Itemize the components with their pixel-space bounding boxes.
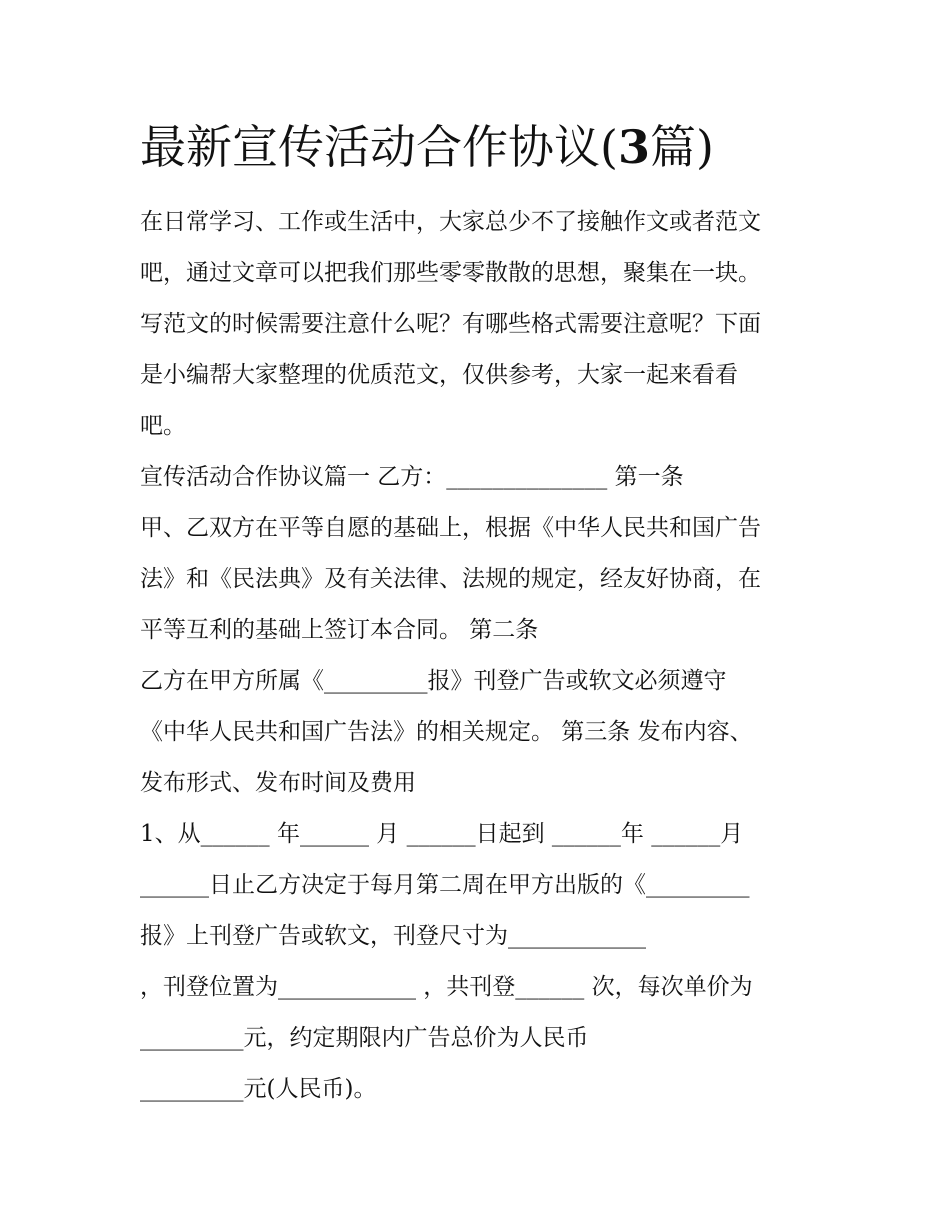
- body-line: _________元，约定期限内广告总价为人民币: [140, 1025, 589, 1051]
- body-line: 在日常学习、工作或生活中，大家总少不了接触作文或者范文: [140, 209, 761, 235]
- body-line: 乙方在甲方所属《_________报》刊登广告或软文必须遵守: [140, 668, 727, 694]
- body-line: 吧，通过文章可以把我们那些零零散散的思想，聚集在一块。: [140, 260, 761, 286]
- body-line: 吧。: [140, 413, 186, 439]
- body-line: 宣传活动合作协议篇一 乙方：______________ 第一条: [140, 464, 684, 490]
- body-line: 发布形式、发布时间及费用: [140, 770, 416, 796]
- body-line: 报》上刊登广告或软文，刊登尺寸为____________: [140, 923, 646, 949]
- body-line: 甲、乙双方在平等自愿的基础上，根据《中华人民共和国广告: [140, 515, 761, 541]
- title-number: 3: [617, 120, 650, 174]
- body-line: 写范文的时候需要注意什么呢？有哪些格式需要注意呢？下面: [140, 311, 761, 337]
- document-title: [140, 112, 840, 182]
- title-end: 篇): [649, 120, 714, 174]
- body-line: _________元(人民币)。: [140, 1076, 377, 1102]
- body-line: 《中华人民共和国广告法》的相关规定。 第三条 发布内容、: [140, 719, 753, 745]
- body-line: 1、从______ 年______ 月 ______日起到 ______年 ______月: [140, 821, 744, 847]
- body-line: ，刊登位置为____________ ，共刊登______ 次，每次单价为: [140, 974, 753, 1000]
- document-body: [140, 197, 820, 1115]
- body-line: 是小编帮大家整理的优质范文，仅供参考，大家一起来看看: [140, 362, 738, 388]
- title-main: 最新宣传活动合作协议(: [140, 120, 618, 174]
- body-line: 平等互利的基础上签订本合同。 第二条: [140, 617, 539, 643]
- body-line: ______日止乙方决定于每月第二周在甲方出版的《_________: [140, 872, 750, 898]
- body-line: 法》和《民法典》及有关法律、法规的规定，经友好协商，在: [140, 566, 761, 592]
